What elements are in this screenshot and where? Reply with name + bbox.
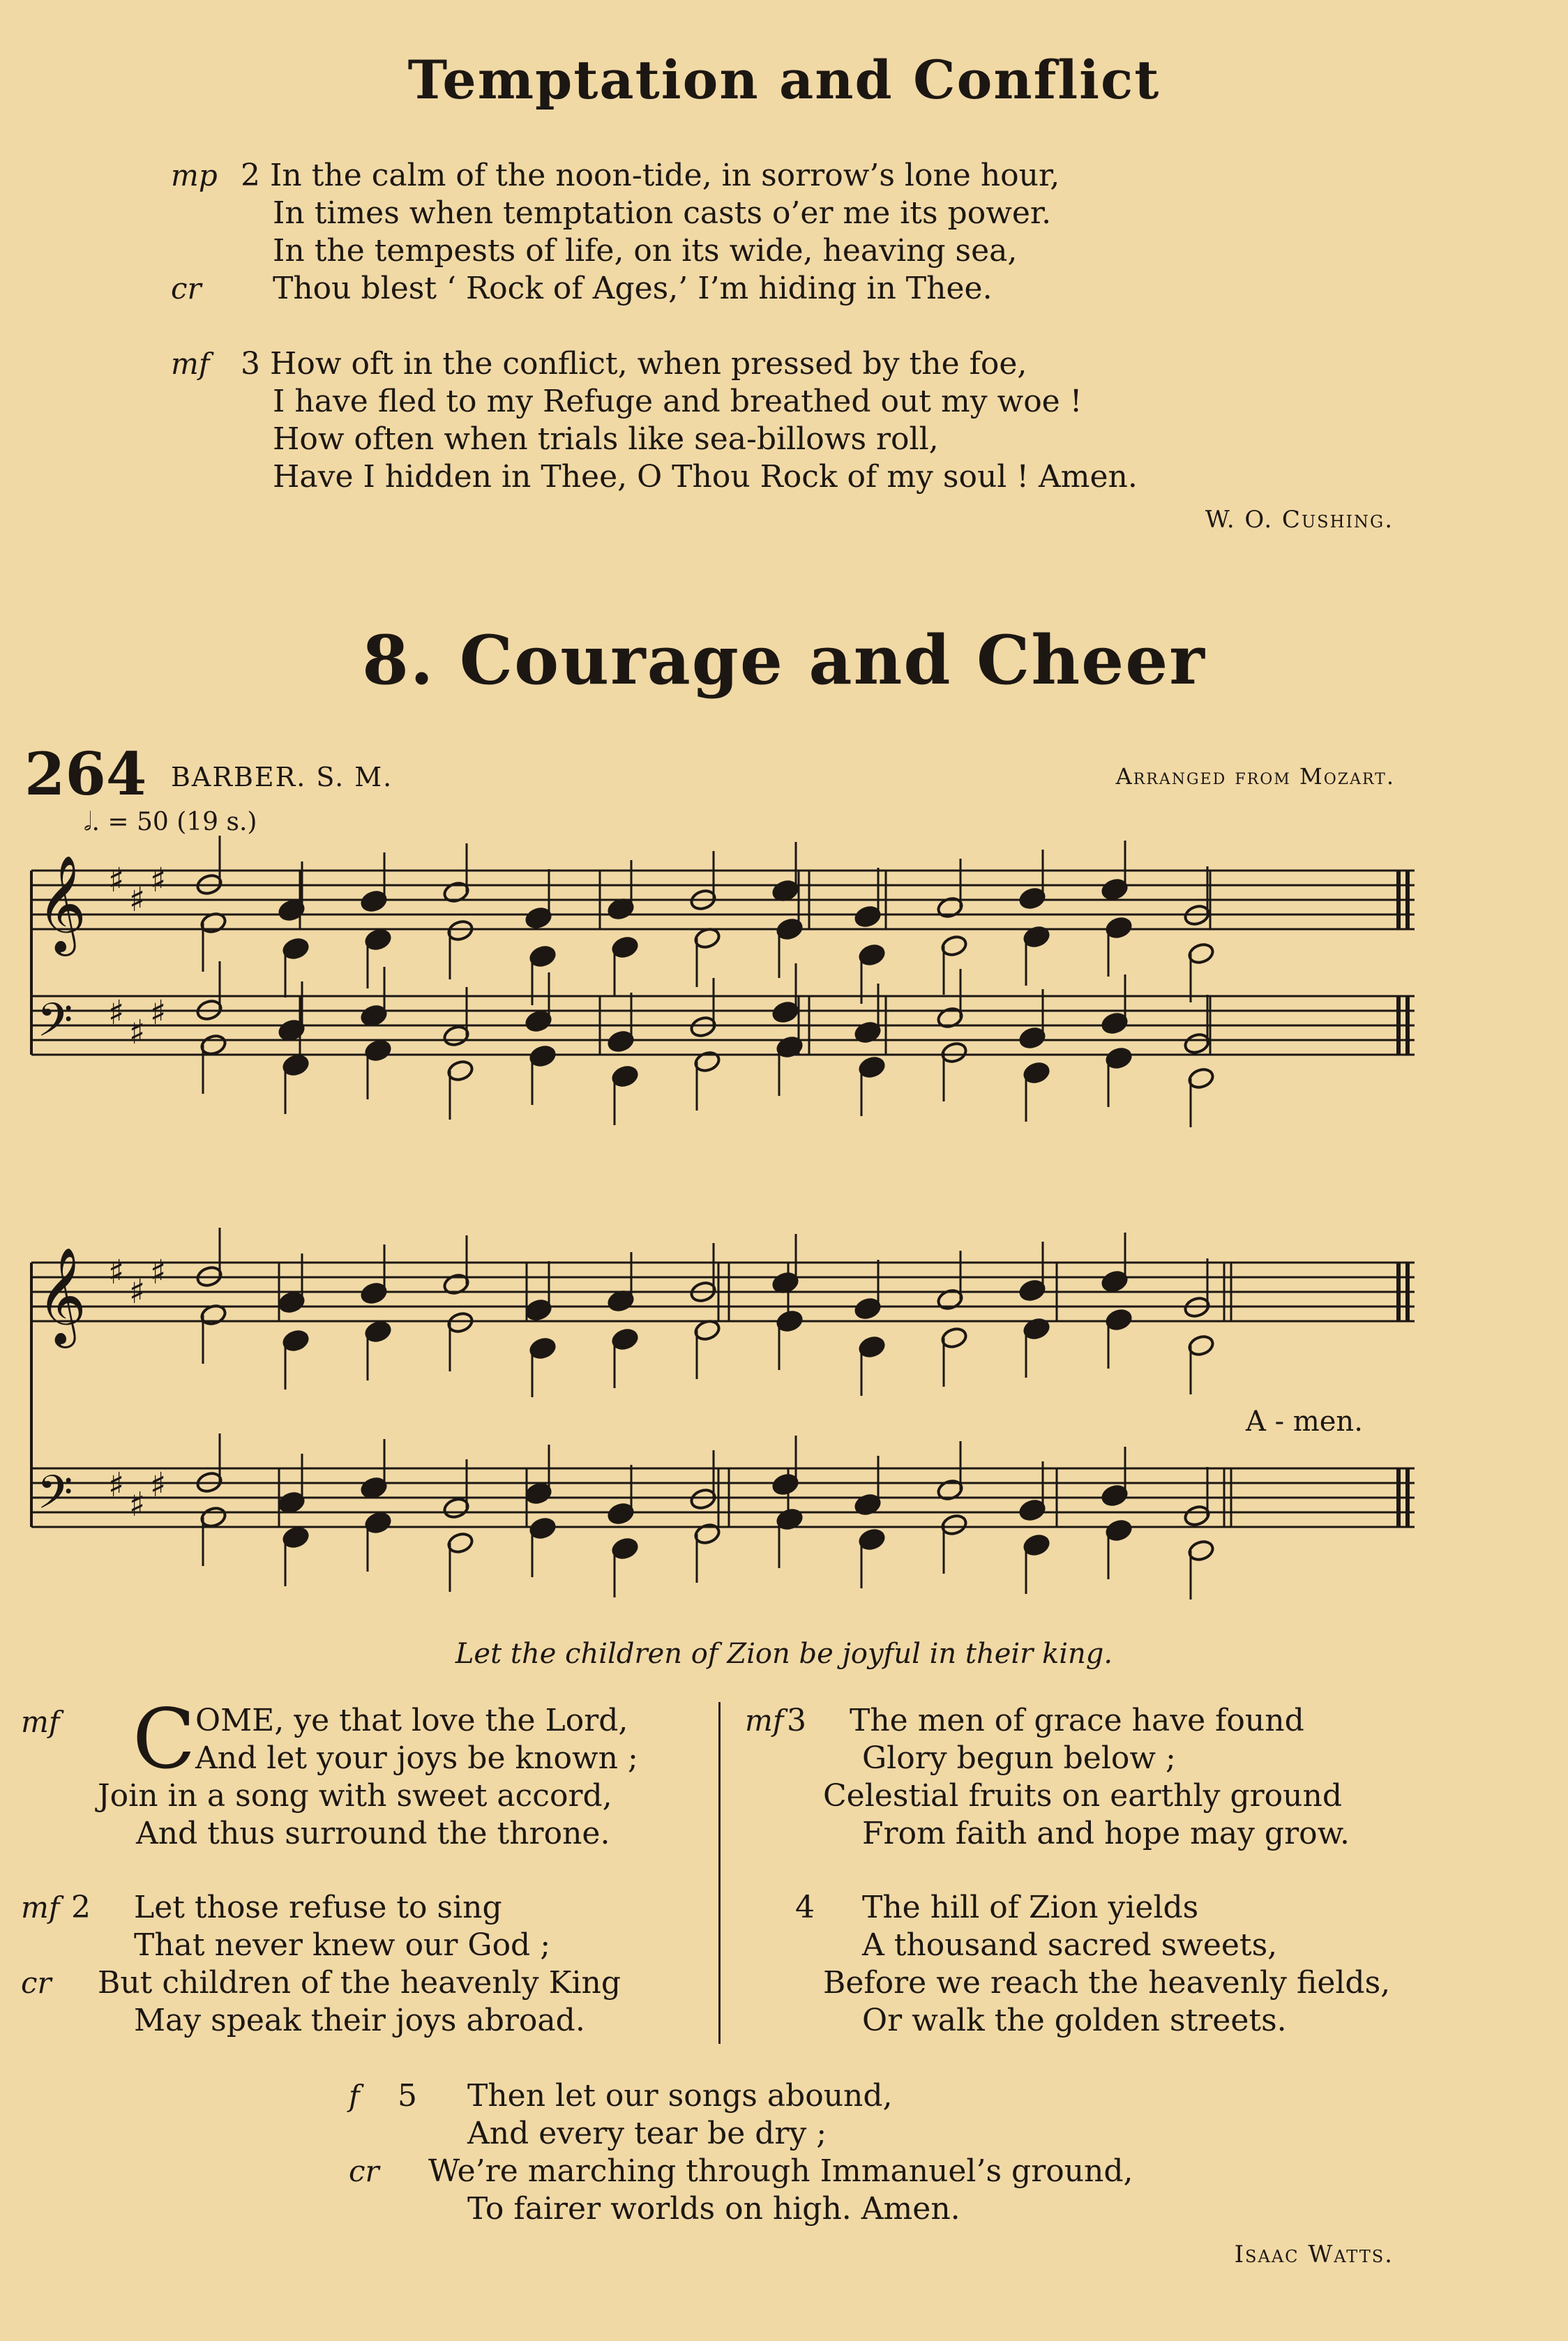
verse-number: 3 bbox=[787, 1703, 806, 1738]
dynamic-mark: mf bbox=[21, 1705, 60, 1739]
sharp-icon: ♯ bbox=[150, 993, 167, 1032]
hymn-author: Isaac Watts. bbox=[1234, 2241, 1394, 2268]
sharp-icon: ♯ bbox=[108, 993, 125, 1032]
sharp-icon: ♯ bbox=[108, 861, 125, 900]
verse-number: 5 bbox=[398, 2078, 417, 2114]
verse-line: In times when temptation casts o’er me its power. bbox=[273, 195, 1052, 231]
sharp-icon: ♯ bbox=[129, 1272, 146, 1311]
sharp-icon: ♯ bbox=[150, 861, 167, 900]
verse-line: The men of grace have found bbox=[850, 1703, 1304, 1738]
amen-lyric: A - men. bbox=[1246, 1406, 1363, 1438]
hymn-number: 264 bbox=[24, 739, 147, 808]
verse-line: Glory begun below ; bbox=[862, 1740, 1176, 1776]
verse-line: Celestial fruits on earthly ground bbox=[823, 1778, 1343, 1814]
arranger: Arranged from Mozart. bbox=[1115, 763, 1395, 790]
verse-line: We’re marching through Immanuel’s ground, bbox=[428, 2153, 1133, 2189]
verse-line: Or walk the golden streets. bbox=[862, 2003, 1287, 2038]
verse-line: Then let our songs abound, bbox=[467, 2078, 893, 2114]
stanza-4 bbox=[745, 1889, 1547, 2040]
dynamic-mark: f bbox=[349, 2079, 360, 2113]
sharp-icon: ♯ bbox=[129, 1013, 146, 1052]
prev-author: W. O. Cushing. bbox=[1205, 506, 1394, 534]
dynamic-mark: mf bbox=[171, 347, 210, 381]
dynamic-mark: cr bbox=[21, 1966, 52, 2000]
dynamic-mark: cr bbox=[349, 2154, 379, 2188]
sharp-icon: ♯ bbox=[129, 1485, 146, 1524]
verse-number: 3 bbox=[241, 346, 260, 382]
verse-line: But children of the heavenly King bbox=[98, 1965, 621, 2001]
dynamic-mark: mf bbox=[21, 1890, 60, 1925]
bass-clef-icon: 𝄢 bbox=[37, 993, 73, 1058]
verse-line: How often when trials like sea-billows roll, bbox=[273, 421, 939, 457]
verse-line: Join in a song with sweet accord, bbox=[98, 1778, 612, 1814]
bass-clef-icon: 𝄢 bbox=[37, 1466, 73, 1530]
verse-line: I have fled to my Refuge and breathed out my woe ! bbox=[273, 384, 1083, 419]
verse-line: Thou blest ‘ Rock of Ages,’ I’m hiding in Thee. bbox=[273, 271, 993, 306]
sharp-icon: ♯ bbox=[150, 1253, 167, 1292]
verse-number: 2 bbox=[71, 1890, 91, 1925]
tune-name: BARBER. S. M. bbox=[171, 762, 393, 792]
stanza-5 bbox=[349, 2077, 1256, 2228]
verse-line: How oft in the conflict, when pressed by the foe, bbox=[270, 346, 1027, 382]
sharp-icon: ♯ bbox=[150, 1466, 167, 1505]
verse-line: Have I hidden in Thee, O Thou Rock of my soul ! Amen. bbox=[273, 459, 1138, 495]
verse-number: 2 bbox=[241, 158, 260, 193]
sharp-icon: ♯ bbox=[129, 880, 146, 919]
page-header: Temptation and Conflict bbox=[407, 49, 1161, 111]
verse-line: In the tempests of life, on its wide, heaving sea, bbox=[273, 233, 1018, 269]
verse-line: And every tear be dry ; bbox=[467, 2116, 827, 2151]
section-title: 8. Courage and Cheer bbox=[362, 621, 1206, 700]
verse-line: May speak their joys abroad. bbox=[134, 2003, 585, 2038]
verse-line: Let those refuse to sing bbox=[134, 1890, 502, 1925]
stanza-2 bbox=[21, 1889, 704, 2040]
verse-line: And let your joys be known ; bbox=[195, 1740, 638, 1776]
verse-line: OME, ye that love the Lord, bbox=[195, 1703, 628, 1738]
dynamic-mark: mf bbox=[745, 1703, 784, 1738]
verse-line: That never knew our God ; bbox=[134, 1927, 551, 1963]
treble-clef-icon: 𝄞 bbox=[37, 855, 86, 952]
tempo-marking: 𝅗𝅥. = 50 (19 s.) bbox=[84, 808, 257, 836]
column-divider bbox=[718, 1702, 721, 2044]
verse-line: From faith and hope may grow. bbox=[862, 1816, 1350, 1851]
treble-clef-icon: 𝄞 bbox=[37, 1247, 86, 1344]
stanza-3 bbox=[745, 1702, 1547, 1853]
verse-line: The hill of Zion yields bbox=[862, 1890, 1199, 1925]
epigraph: Let the children of Zion be joyful in their king. bbox=[455, 1638, 1113, 1670]
dynamic-mark: cr bbox=[171, 271, 202, 306]
sharp-icon: ♯ bbox=[108, 1253, 125, 1292]
verse-number: 4 bbox=[795, 1890, 815, 1925]
sharp-icon: ♯ bbox=[108, 1466, 125, 1505]
verse-line: In the calm of the noon-tide, in sorrow’s lone hour, bbox=[270, 158, 1060, 193]
dynamic-mark: mp bbox=[171, 158, 218, 193]
verse-line: Before we reach the heavenly fields, bbox=[823, 1965, 1391, 2001]
verse-line: To fairer worlds on high. Amen. bbox=[467, 2191, 960, 2227]
verse-line: And thus surround the throne. bbox=[136, 1816, 610, 1851]
verse-line: A thousand sacred sweets, bbox=[862, 1927, 1278, 1963]
drop-cap: C bbox=[133, 1691, 196, 1787]
